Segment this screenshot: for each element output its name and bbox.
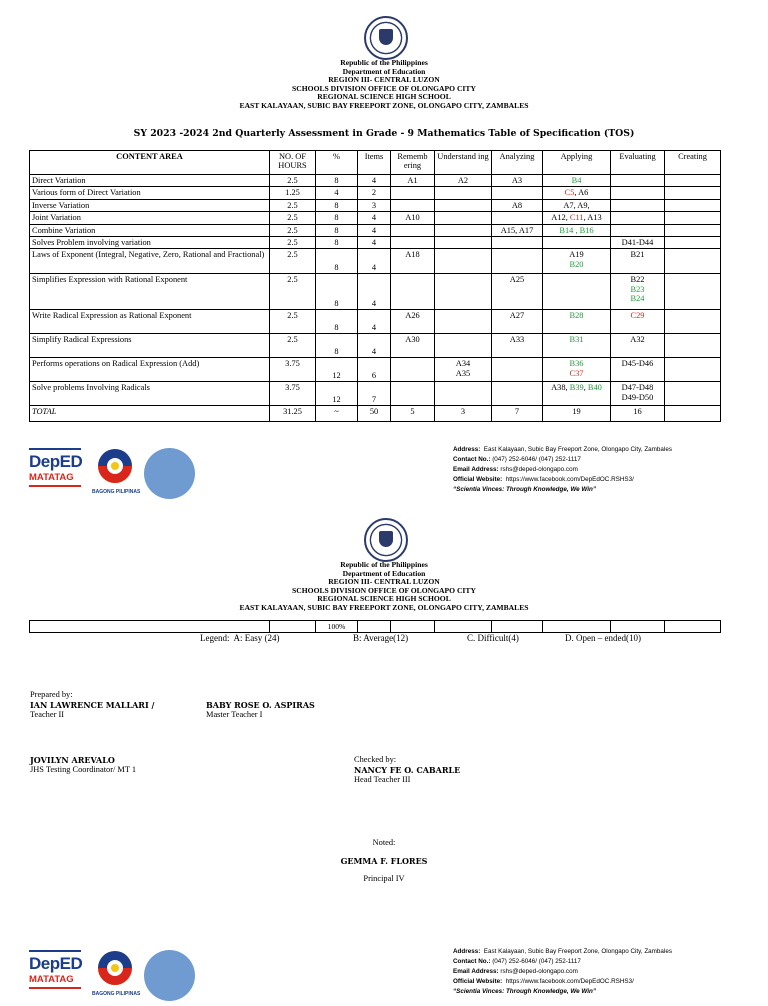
deped-logo-text: DepED: [29, 452, 83, 471]
preparer-1-title: Teacher II: [30, 710, 65, 719]
applying-cell: [543, 358, 611, 382]
preparer-1-name: IAN LAWRENCE MALLARI /: [30, 700, 155, 710]
percent-cell: 8: [316, 274, 358, 310]
hours-cell: 2.5: [270, 310, 316, 334]
cell-code: B31: [569, 335, 584, 345]
header-line: EAST KALAYAAN, SUBIC BAY FREEPORT ZONE, OLONGAPO CITY, ZAMBALES: [239, 602, 529, 612]
checker-title: Head Teacher III: [354, 775, 411, 784]
content-area-cell: Solve problems Involving Radicals: [30, 382, 270, 406]
cell-code: B4: [571, 176, 582, 185]
remembering-cell: A30: [391, 334, 435, 358]
deped-matatag-logo: [29, 950, 89, 989]
hours-cell: 2.5: [270, 212, 316, 224]
analyzing-cell: [492, 212, 543, 224]
content-area-cell: Various form of Direct Variation: [30, 187, 270, 199]
deped-seal-icon: [364, 16, 408, 60]
col-header-understanding: Understand ing: [435, 151, 492, 175]
header-line: REGION III- CENTRAL LUZON: [328, 577, 440, 587]
analyzing-cell: [492, 382, 543, 406]
table-row: [30, 621, 721, 633]
header-line: Republic of the Philippines: [340, 560, 428, 569]
remembering-cell: [391, 224, 435, 236]
remembering-cell: [391, 199, 435, 211]
cell-code: A7, A9,: [563, 200, 590, 210]
percent-cell: 8: [316, 310, 358, 334]
hours-cell: 1.25: [270, 187, 316, 199]
total-applying-cell: 19: [543, 406, 611, 422]
items-cell: 4: [358, 249, 391, 274]
table-row: [30, 249, 721, 274]
contact-label: Contact No.:: [453, 958, 491, 965]
cell-code: A38,: [551, 383, 570, 393]
understanding-cell: A2: [435, 175, 492, 187]
understanding-cell: A34 A35: [435, 358, 492, 382]
website-link[interactable]: https://www.facebook.com/DepEdOC.RSHS3/: [505, 476, 634, 483]
remembering-cell: A1: [391, 175, 435, 187]
total-remembering-cell: 5: [391, 406, 435, 422]
understanding-cell: [435, 237, 492, 249]
continuation-table: [29, 620, 721, 633]
cell-code: C29: [630, 311, 645, 321]
remembering-cell: [391, 358, 435, 382]
cell-code: B40: [587, 383, 602, 393]
content-area-cell: Write Radical Expression as Rational Exponent: [30, 310, 270, 334]
remembering-cell: [391, 274, 435, 310]
creating-cell: [665, 187, 721, 199]
content-area-cell: Laws of Exponent (Integral, Negative, Zero, Rational and Fractional): [30, 249, 270, 274]
applying-cell: [543, 310, 611, 334]
understanding-cell: [435, 199, 492, 211]
matatag-logo-text: MATATAG: [29, 472, 74, 483]
contact-block: [453, 947, 672, 997]
understanding-cell: [435, 224, 492, 236]
evaluating-cell: [611, 274, 665, 310]
col-header-analyzing: Analyzing: [492, 151, 543, 175]
cell-code: , A13: [583, 213, 602, 223]
page-header: [0, 59, 768, 111]
cell-code: A12,: [551, 213, 570, 223]
remembering-cell: A26: [391, 310, 435, 334]
evaluating-cell: [611, 187, 665, 199]
preparer-2-block: [206, 700, 315, 720]
creating-cell: [665, 212, 721, 224]
items-cell: 3: [358, 199, 391, 211]
content-area-cell: Performs operations on Radical Expression (Add): [30, 358, 270, 382]
items-cell: 4: [358, 274, 391, 310]
evaluating-cell: [611, 224, 665, 236]
evaluating-cell: D45-D46: [611, 358, 665, 382]
total-percent-cell: ~: [316, 406, 358, 422]
percent-cell: 12: [316, 358, 358, 382]
items-cell: 4: [358, 310, 391, 334]
evaluating-cell: [611, 212, 665, 224]
items-cell: 4: [358, 237, 391, 249]
table-row: [30, 274, 721, 310]
cell-code: B23: [630, 284, 645, 294]
percent-cell: 12: [316, 382, 358, 406]
address-label: Address:: [453, 948, 481, 955]
legend-open-ended: D. Open – ended(10): [565, 633, 641, 643]
preparer-2-title: Master Teacher I: [206, 710, 263, 719]
total-row: [30, 406, 721, 422]
table-row: [30, 358, 721, 382]
hours-cell: 3.75: [270, 358, 316, 382]
applying-cell: [543, 237, 611, 249]
deped-logo-text: DepED: [29, 954, 83, 973]
principal-title: Principal IV: [363, 874, 405, 883]
bagong-pilipinas-text: BAGONG PILIPINAS: [92, 489, 141, 495]
col-header-remembering: Rememb ering: [391, 151, 435, 175]
percent-cell: 8: [316, 199, 358, 211]
percent-cell: 8: [316, 249, 358, 274]
email-label: Email Address:: [453, 466, 499, 473]
col-header-items: Items: [358, 151, 391, 175]
legend-label: Legend:: [200, 633, 230, 643]
header-line: EAST KALAYAAN, SUBIC BAY FREEPORT ZONE, OLONGAPO CITY, ZAMBALES: [239, 100, 529, 110]
analyzing-cell: A27: [492, 310, 543, 334]
total-understanding-cell: 3: [435, 406, 492, 422]
percent-cell: 8: [316, 237, 358, 249]
percent-cell: 8: [316, 334, 358, 358]
col-header-evaluating: Evaluating: [611, 151, 665, 175]
hours-cell: 2.5: [270, 224, 316, 236]
applying-cell: [543, 334, 611, 358]
creating-cell: [665, 310, 721, 334]
creating-cell: [665, 382, 721, 406]
header-line: REGION III- CENTRAL LUZON: [328, 75, 440, 85]
remembering-cell: [391, 382, 435, 406]
cell-code: B22: [630, 275, 645, 285]
applying-cell: [543, 187, 611, 199]
bagong-pilipinas-emblem-icon: [92, 448, 138, 484]
table-row: [30, 310, 721, 334]
address-label: Address:: [453, 446, 481, 453]
total-analyzing-cell: 7: [492, 406, 543, 422]
preparer-2-name: BABY ROSE O. ASPIRAS: [206, 700, 315, 710]
items-cell: 7: [358, 382, 391, 406]
table-row: [30, 199, 721, 211]
table-header-row: [30, 151, 721, 175]
email-label: Email Address:: [453, 968, 499, 975]
website-label: Official Website:: [453, 978, 503, 985]
col-header-applying: Applying: [543, 151, 611, 175]
document-title: SY 2023 -2024 2nd Quarterly Assessment in Grade - 9 Mathematics Table of Specification (TOS): [133, 128, 635, 139]
understanding-cell: [435, 249, 492, 274]
evaluating-cell: [611, 199, 665, 211]
table-row: [30, 175, 721, 187]
checker-name: NANCY FE O. CABARLE: [354, 765, 461, 775]
creating-cell: [665, 249, 721, 274]
understanding-cell: [435, 334, 492, 358]
deped-matatag-logo: [29, 448, 89, 487]
preparer-3-title: JHS Testing Coordinator/ MT 1: [30, 765, 137, 774]
contact-label: Contact No.:: [453, 456, 491, 463]
items-cell: 2: [358, 187, 391, 199]
content-area-cell: Joint Variation: [30, 212, 270, 224]
cell-code: B14 , B16: [559, 225, 594, 235]
evaluating-cell: [611, 310, 665, 334]
contact-block: [453, 445, 672, 495]
bagong-pilipinas-logo: [92, 950, 144, 998]
table-row: [30, 334, 721, 358]
address-text: East Kalayaan, Subic Bay Freeport Zone, Olongapo City, Zambales: [483, 446, 672, 453]
evaluating-cell: B21: [611, 249, 665, 274]
applying-cell: [543, 175, 611, 187]
applying-cell: [543, 249, 611, 274]
content-area-cell: Simplifies Expression with Rational Exponent: [30, 274, 270, 310]
evaluating-cell: [611, 175, 665, 187]
analyzing-cell: A33: [492, 334, 543, 358]
analyzing-cell: [492, 187, 543, 199]
hours-cell: 2.5: [270, 274, 316, 310]
cell-code: B36: [569, 359, 584, 369]
creating-cell: [665, 224, 721, 236]
analyzing-cell: [492, 358, 543, 382]
motto-text: “Scientia Vinces: Through Knowledge, We Win”: [453, 988, 597, 995]
items-cell: 4: [358, 224, 391, 236]
content-area-cell: Combine Variation: [30, 224, 270, 236]
cell-code: B28: [569, 311, 584, 321]
analyzing-cell: A15, A17: [492, 224, 543, 236]
cell-code: A19: [569, 250, 584, 260]
header-line: Department of Education: [342, 66, 426, 76]
cell-code: ,: [583, 383, 588, 393]
understanding-cell: [435, 274, 492, 310]
items-cell: 4: [358, 212, 391, 224]
applying-cell: [543, 274, 611, 310]
noted-label: Noted:: [372, 838, 396, 847]
bagong-pilipinas-text: BAGONG PILIPINAS: [92, 991, 141, 997]
cell-code: B20: [569, 259, 584, 269]
creating-cell: [665, 175, 721, 187]
col-header-creating: Creating: [665, 151, 721, 175]
remembering-cell: A10: [391, 212, 435, 224]
percent-cell: 8: [316, 224, 358, 236]
content-area-cell: Direct Variation: [30, 175, 270, 187]
col-header-content-area: CONTENT AREA: [30, 151, 270, 175]
understanding-cell: [435, 310, 492, 334]
tos-table: [29, 150, 721, 422]
applying-cell: [543, 224, 611, 236]
items-cell: 4: [358, 334, 391, 358]
header-line: REGIONAL SCIENCE HIGH SCHOOL: [317, 594, 451, 604]
principal-name: GEMMA F. FLORES: [340, 856, 428, 866]
cell-code: B39: [569, 383, 584, 393]
applying-cell: [543, 382, 611, 406]
applying-cell: [543, 212, 611, 224]
contact-text: (047) 252-6046/ (047) 252-1117: [492, 456, 581, 463]
address-text: East Kalayaan, Subic Bay Freeport Zone, Olongapo City, Zambales: [483, 948, 672, 955]
legend-average: B: Average(12): [353, 633, 409, 643]
preparer-3-block: [30, 755, 136, 775]
creating-cell: [665, 334, 721, 358]
legend-difficult: C. Difficult(4): [467, 633, 519, 643]
percent-cell: 4: [316, 187, 358, 199]
hours-cell: 3.75: [270, 382, 316, 406]
table-row: [30, 382, 721, 406]
total-label-cell: TOTAL: [30, 406, 270, 422]
analyzing-cell: A3: [492, 175, 543, 187]
cell-code: C11: [569, 213, 584, 223]
contact-text: (047) 252-6046/ (047) 252-1117: [492, 958, 581, 965]
applying-cell: [543, 199, 611, 211]
evaluating-cell: D47-D48 D49-D50: [611, 382, 665, 406]
email-text[interactable]: rshs@deped-olongapo.com: [500, 968, 578, 975]
noted-block: [0, 838, 768, 884]
prepared-by-block: [30, 690, 154, 720]
content-area-cell: Solves Problem involving variation: [30, 237, 270, 249]
hours-cell: 2.5: [270, 175, 316, 187]
matatag-logo-text: MATATAG: [29, 974, 74, 985]
analyzing-cell: [492, 249, 543, 274]
website-link[interactable]: https://www.facebook.com/DepEdOC.RSHS3/: [505, 978, 634, 985]
bagong-pilipinas-emblem-icon: [92, 950, 138, 986]
hours-cell: 2.5: [270, 249, 316, 274]
percent-cell: 8: [316, 175, 358, 187]
analyzing-cell: A8: [492, 199, 543, 211]
understanding-cell: [435, 212, 492, 224]
remembering-cell: [391, 237, 435, 249]
creating-cell: [665, 358, 721, 382]
content-area-cell: Simplify Radical Expressions: [30, 334, 270, 358]
percent-total-cell: 100%: [316, 621, 358, 633]
analyzing-cell: A25: [492, 274, 543, 310]
header-line: SCHOOLS DIVISION OFFICE OF OLONGAPO CITY: [292, 585, 476, 595]
header-line: Department of Education: [342, 568, 426, 578]
checked-by-block: [354, 755, 460, 785]
cell-code: , A6: [574, 188, 589, 198]
email-text[interactable]: rshs@deped-olongapo.com: [500, 466, 578, 473]
creating-cell: [665, 237, 721, 249]
cell-code: C37: [569, 368, 584, 378]
percent-cell: 8: [316, 212, 358, 224]
hours-cell: 2.5: [270, 199, 316, 211]
header-line: Republic of the Philippines: [340, 58, 428, 67]
content-area-cell: Inverse Variation: [30, 199, 270, 211]
legend-label-a: [200, 633, 280, 643]
col-header-hours: NO. OF HOURS: [270, 151, 316, 175]
website-label: Official Website:: [453, 476, 503, 483]
total-items-cell: 50: [358, 406, 391, 422]
blue-circle-logo: [144, 950, 195, 1001]
remembering-cell: [391, 187, 435, 199]
evaluating-cell: D41-D44: [611, 237, 665, 249]
total-hours-cell: 31.25: [270, 406, 316, 422]
items-cell: 6: [358, 358, 391, 382]
total-creating-cell: [665, 406, 721, 422]
table-row: [30, 187, 721, 199]
checked-label: Checked by:: [354, 755, 397, 764]
motto-text: “Scientia Vinces: Through Knowledge, We Win”: [453, 486, 597, 493]
header-line: REGIONAL SCIENCE HIGH SCHOOL: [317, 92, 451, 102]
legend-easy: A: Easy (24): [233, 633, 280, 643]
understanding-cell: [435, 187, 492, 199]
analyzing-cell: [492, 237, 543, 249]
cell-code: B24: [630, 294, 645, 304]
hours-cell: 2.5: [270, 334, 316, 358]
preparer-3-name: JOVILYN AREVALO: [30, 755, 115, 765]
table-row: [30, 224, 721, 236]
cell-code: C5: [564, 188, 575, 198]
items-cell: 4: [358, 175, 391, 187]
creating-cell: [665, 274, 721, 310]
evaluating-cell: A32: [611, 334, 665, 358]
prepared-label: Prepared by:: [30, 690, 73, 699]
bagong-pilipinas-logo: [92, 448, 144, 496]
table-row: [30, 237, 721, 249]
understanding-cell: [435, 382, 492, 406]
blue-circle-logo: [144, 448, 195, 499]
col-header-percent: %: [316, 151, 358, 175]
hours-cell: 2.5: [270, 237, 316, 249]
creating-cell: [665, 199, 721, 211]
deped-seal-icon: [364, 518, 408, 562]
header-line: SCHOOLS DIVISION OFFICE OF OLONGAPO CITY: [292, 83, 476, 93]
total-evaluating-cell: 16: [611, 406, 665, 422]
remembering-cell: A18: [391, 249, 435, 274]
table-row: [30, 212, 721, 224]
page2-header: [0, 561, 768, 613]
